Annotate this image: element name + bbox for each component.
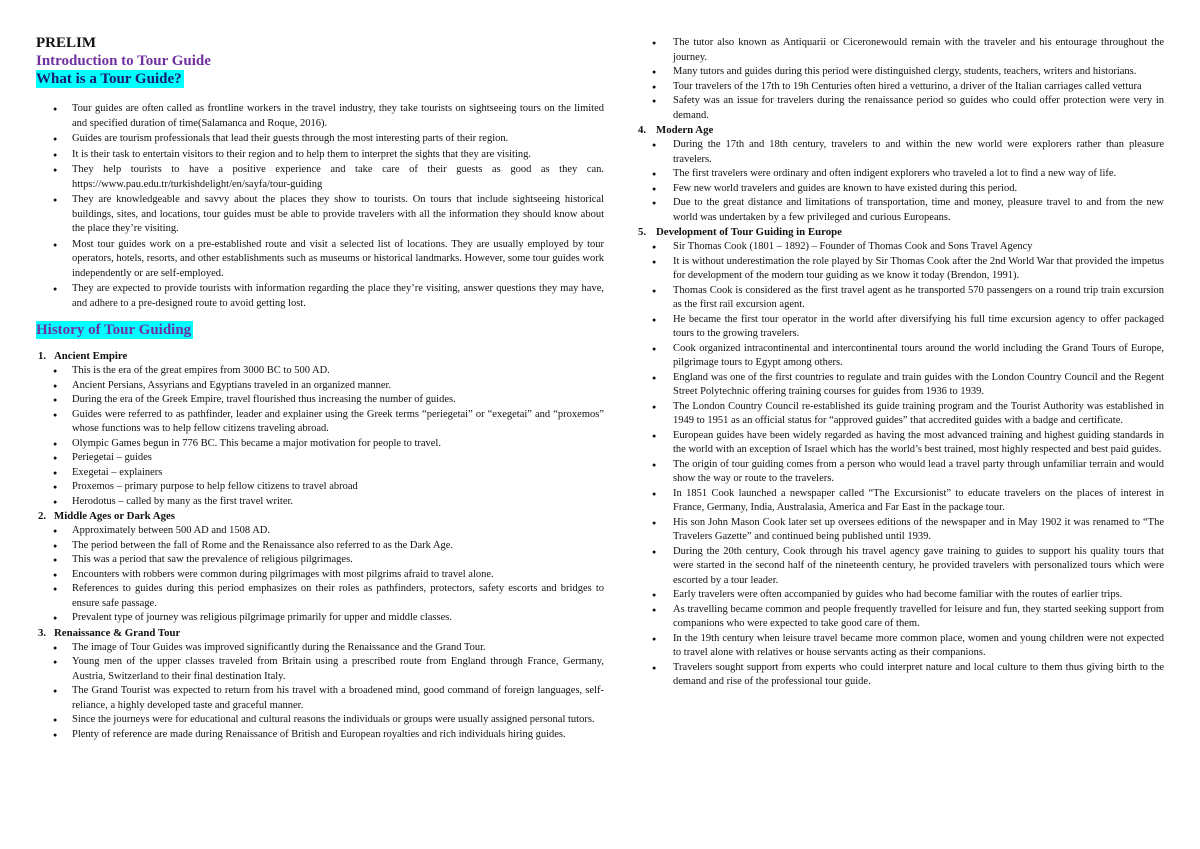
section-modern-age [636,123,1164,225]
bullet-item: ● The tutor also known as Antiquarii or Ciceronewould remain with the traveler and his entourage throughout the journey. [636,36,1164,65]
section-title-text: Ancient Empire [54,350,128,362]
section-number: 3. [38,626,47,639]
bullet-item: ● During the 20th century, Cook through his travel agency gave training to guides to support his quality tours that were started in the second half of the nineteenth century, he provided travelers with personalized tours which were escorted by a tour leader. [636,545,1164,589]
renaissance-continued-list [636,36,1164,123]
bullet-item: ● As travelling became common and people frequently travelled for leisure and fun, they started seeking support from companions who were expected to take good care of them. [636,603,1164,632]
bullet-item: ● He became the first tour operator in the world after diversifying his full time excursion agency to offer packaged tours to the growing travelers. [636,313,1164,342]
bullet-item: ● England was one of the first countries to regulate and train guides with the London Country Council and the Regent Street Polytechnic offering training courses for guides from 1936 to 1939. [636,371,1164,400]
bullet-item: ● In 1851 Cook launched a newspaper called “The Excursionist” to educate travelers on the places of interest in France, Germany, India, Australasia, America and Far East in the package tour. [636,487,1164,516]
left-column [36,34,604,742]
history-heading: History of Tour Guiding [36,322,192,338]
section-number: 4. [638,124,647,136]
bullet-item: ● Proxemos – primary purpose to help fellow citizens to travel abroad [36,480,604,495]
intro-bullet-list [36,102,604,311]
bullet-item: ● Due to the great distance and limitations of transportation, time and money, pleasure travel to and from the new world was undertaken by a few privileged and curious Europeans. [636,196,1164,225]
bullet-item: ● Young men of the upper classes traveled from Britain using a prescribed route from England through France, Germany, Austria, Switzerland to their final destination Italy. [36,655,604,684]
bullet-item: ● The Grand Tourist was expected to return from his travel with a broadened mind, good command of foreign languages, self-reliance, a highly developed taste and graceful manner. [36,684,604,713]
section-middle-ages [36,509,604,626]
bullet-item: ● During the 17th and 18th century, travelers to and within the new world were explorers rather than pleasure travelers. [636,138,1164,167]
section-renaissance [36,626,604,743]
bullet-item: ● It is without underestimation the role played by Sir Thomas Cook after the 2nd World War that provided the impetus for development of the modern tour guiding as we know it today (Brendon, 1991). [636,255,1164,284]
prelim-label: PRELIM [36,35,96,51]
bullet-item: ● Sir Thomas Cook (1801 – 1892) – Founder of Thomas Cook and Sons Travel Agency [636,240,1164,255]
bullet-item: ● European guides have been widely regarded as having the most advanced training and highest guiding standards in the world with an exception of Israel which has the world’s best trained, most highly respected and best paid guides. [636,429,1164,458]
right-column [636,36,1164,690]
section-title [36,349,604,364]
section-title [636,123,1164,138]
bullet-item: ● Thomas Cook is considered as the first travel agent as he transported 570 passengers on a round trip train excursion as the first rail excursion agent. [636,284,1164,313]
bullet-item: ● Guides were referred to as pathfinder, leader and explainer using the Greek terms “periegetai” or “exegetai” and “proxemos” whose functions was to help fellow citizens traveling abroad. [36,408,604,437]
bullet-item: ● This is the era of the great empires from 3000 BC to 500 AD. [36,364,604,379]
section-bullet-list [636,240,1164,690]
bullet-item: ● The period between the fall of Rome and the Renaissance also referred to as the Dark Age. [36,539,604,554]
section-number: 1. [38,350,47,362]
section-bullet-list [636,138,1164,225]
section-bullet-list [36,364,604,509]
bullet-item: ● They are knowledgeable and savvy about the places they show to tourists. On tours that include sightseeing historical buildings, sites, and locations, tour guides must be able to provide travelers with all the information they should know about the place they’re visiting. [36,193,604,237]
bullet-item: ● Periegetai – guides [36,451,604,466]
bullet-item: ● Cook organized intracontinental and intercontinental tours around the world including the Grand Tours of Europe, pilgrimage tours to Egypt among others. [636,342,1164,371]
bullet-item: ● Ancient Persians, Assyrians and Egyptians traveled in an organized manner. [36,379,604,394]
bullet-item: ● This was a period that saw the prevalence of religious pilgrimages. [36,553,604,568]
bullet-item: ● The image of Tour Guides was improved significantly during the Renaissance and the Grand Tour. [36,641,604,656]
section-number: 2. [38,510,47,522]
section-ancient-empire [36,349,604,509]
section-title-text: Development of Tour Guiding in Europe [656,226,842,238]
bullet-item: ● Exegetai – explainers [36,466,604,481]
what-is-tour-guide-heading: What is a Tour Guide? [36,71,182,87]
section-title [636,225,1164,240]
section-title-text: Renaissance & Grand Tour [54,626,181,639]
section-title-text: Middle Ages or Dark Ages [54,510,175,522]
bullet-item: ● Many tutors and guides during this period were distinguished clergy, students, teachers, writers and historians. [636,65,1164,80]
section-number: 5. [638,226,647,238]
section-title-text: Modern Age [656,124,714,136]
section-bullet-list [36,524,604,626]
bullet-item: ● During the era of the Greek Empire, travel flourished thus increasing the number of guides. [36,393,604,408]
bullet-item: ● His son John Mason Cook later set up oversees editions of the newspaper and in May 1902 it was renamed to “The Travelers Gazette” and continued being published until 1939. [636,516,1164,545]
bullet-item: ● They are expected to provide tourists with information regarding the place they’re visiting, answer questions they may have, and adhere to a pre-designed route to avoid getting lost. [36,282,604,311]
bullet-item: ● They help tourists to have a positive experience and take care of their guests as good as they can. https://www.pau.edu.tr/turkishdelight/en/sayfa/tour-guiding [36,163,604,192]
bullet-item: ● Since the journeys were for educational and cultural reasons the individuals or groups were usually assigned personal tutors. [36,713,604,728]
bullet-item: ● Travelers sought support from experts who could interpret nature and local culture to them thus giving birth to the demand and rise of the professional tour guide. [636,661,1164,690]
bullet-item: ● The origin of tour guiding comes from a person who would lead a travel party through unfamiliar terrain and would show the way or route to the travelers. [636,458,1164,487]
bullet-item: ● It is their task to entertain visitors to their region and to help them to interpret the sights that they are visiting. [36,148,604,163]
bullet-item: ● Guides are tourism professionals that lead their guests through the most interesting parts of their region. [36,132,604,147]
bullet-item: ● Herodotus – called by many as the first travel writer. [36,495,604,510]
bullet-item: ● Tour travelers of the 17th to 19h Centuries often hired a vetturino, a driver of the Italian carriages called vettura [636,80,1164,95]
bullet-item: ● Prevalent type of journey was religious pilgrimage primarily for upper and middle classes. [36,611,604,626]
bullet-item: ● Safety was an issue for travelers during the renaissance period so guides who could offer protection were very in demand. [636,94,1164,123]
bullet-item: ● Encounters with robbers were common during pilgrimages with most pilgrims afraid to travel alone. [36,568,604,583]
bullet-item: ● Plenty of reference are made during Renaissance of British and European royalties and rich individuals hiring guides. [36,728,604,743]
bullet-item: ● Early travelers were often accompanied by guides who had become familiar with the routes of earlier trips. [636,588,1164,603]
bullet-item: ● The London Country Council re-established its guide training program and the Tourist Authority was established in 1949 to 1951 as an official status for “approved guides” that accredited guides with a badge and certificate. [636,400,1164,429]
section-europe [636,225,1164,690]
bullet-item: ● Most tour guides work on a pre-established route and visit a selected list of locations. They are usually employed by tour operators, hotels, resorts, and other establishments such as museums or historical landmarks. However, some tour guides work independently or are self-employed. [36,238,604,282]
section-title [36,509,604,524]
bullet-item: ● References to guides during this period emphasizes on their roles as pathfinders, protectors, safety escorts and bridges to ensure safe passage. [36,582,604,611]
bullet-item: ● The first travelers were ordinary and often indigent explorers who traveled a lot to find a new way of life. [636,167,1164,182]
bullet-item: ● Approximately between 500 AD and 1508 AD. [36,524,604,539]
bullet-item: ● Tour guides are often called as frontline workers in the travel industry, they take tourists on sightseeing tours on the limited and specified duration of time(Salamanca and Roque, 2016). [36,102,604,131]
bullet-item: ● Few new world travelers and guides are known to have existed during this period. [636,182,1164,197]
section-title [36,626,604,641]
section-bullet-list [36,641,604,743]
bullet-item: ● In the 19th century when leisure travel became more common place, women and young children were not expected to travel alone with relatives or house servants acting as their companions. [636,632,1164,661]
document-subtitle: Introduction to Tour Guide [36,53,211,69]
bullet-item: ● Olympic Games begun in 776 BC. This became a major motivation for people to travel. [36,437,604,452]
